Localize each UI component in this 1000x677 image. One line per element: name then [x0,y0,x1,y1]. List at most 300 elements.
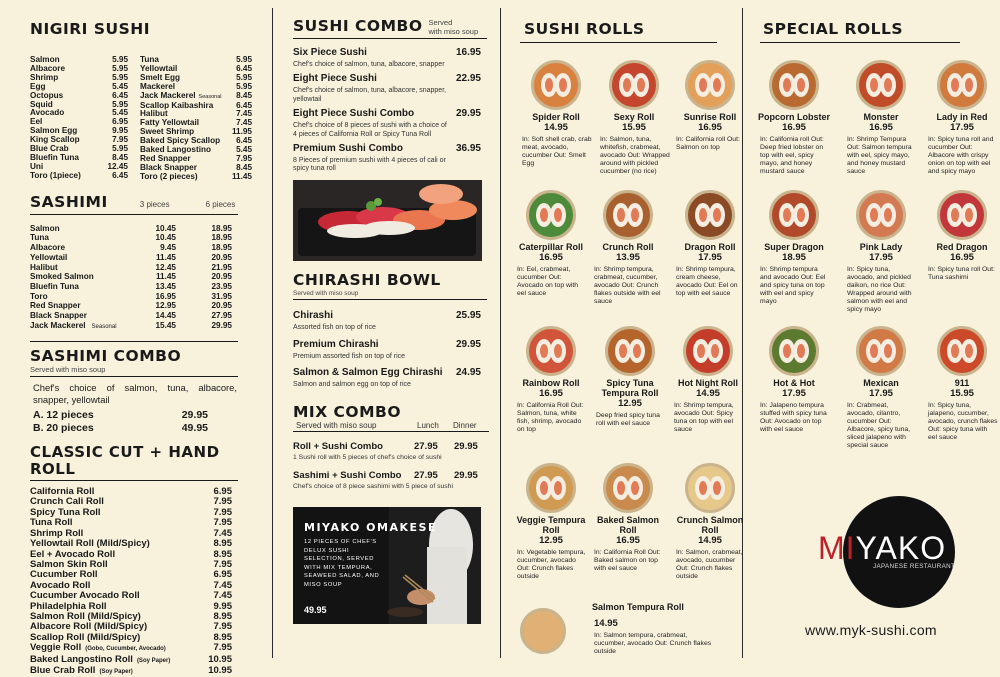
combo-item-price: 22.95 [455,73,481,85]
sashimi-item [30,233,232,243]
nigiri-item-price: 8.45 [112,153,128,163]
roll-rainbow [515,326,587,434]
mix-header [293,421,485,430]
chirashi-item-price: 29.95 [455,338,481,350]
roll-image [685,190,735,240]
roll-desc: In: California Roll Out: Salmon, tuna, white fish, shrimp, avocado on top [517,402,584,433]
roll-sexy [598,60,670,176]
sashimi-price-3: 13.45 [155,282,176,291]
nigiri-item-price: 7.95 [112,135,128,145]
nigiri-item-name: Toro (1piece) [30,170,81,180]
nigiri-item-price: 5.95 [112,144,128,154]
sashimi-item-name: Albacore [30,243,66,253]
chirashi-list [293,310,485,389]
sashimi-combo-desc: Chef's choice of salmon, tuna, albacore, snapper, yellowtail [33,382,237,406]
combo-list [293,47,485,174]
mix-item-name: Roll + Sushi Combo [293,440,383,452]
rolls-title-text: SUSHI ROLLS [524,20,645,38]
sashimi-name-wrap [30,263,126,273]
combo-sub [429,18,479,36]
roll-n911 [926,326,998,442]
classic-item-price: 7.95 [213,506,232,518]
mix-item-lunch: 27.95 [414,470,438,482]
roll-image [603,463,653,513]
roll-desc: In: Shrimp tempura, avocado Out: Spicy tuna on top with eel sauce [674,402,734,433]
nigiri-item-name: Scallop Kaibashira [140,100,214,110]
chirashi-sub: Served with miso soup [293,289,359,297]
combo-item-row [293,108,481,120]
roll-price: 16.95 [539,388,563,399]
roll-desc: In: Shrimp Tempura Out: Salmon tempura with eel, spicy mayo, and honey mustard sauce [847,136,912,175]
nigiri-item-price: 11.95 [231,127,252,137]
roll-baked [592,463,664,573]
sashimi-price-3: 12.95 [155,301,176,311]
roll-desc: In: California Roll Out: Baked salmon on top with eel sauce [594,549,661,572]
sashimi-item-name: Tuna [30,233,49,243]
combo-item-desc: 8 Pieces of premium sushi with 4 pieces of cali or spicy tuna roll [293,157,446,173]
nigiri-item-price: 6.45 [112,90,128,100]
rolls-underline [520,42,717,43]
roll-name: Baked Salmon Roll [596,515,660,535]
roll-name: 911 [954,378,970,388]
roll-image [685,463,735,513]
sashimi-price-6: 20.95 [211,252,232,262]
mix-item-row [293,441,485,453]
classic-item-price: 7.95 [213,621,232,633]
roll-name: Salmon Tempura Roll [592,602,684,612]
combo-item [293,73,485,104]
nigiri-item [30,172,128,181]
sashimi-price-3: 11.45 [155,252,176,262]
sashimi-col3: 3 pieces [139,199,170,209]
roll-monster [845,60,917,176]
classic-item-name: Baked Langostino Roll [30,653,133,665]
nigiri-item-name: Black Snapper [140,162,197,172]
sashimi-item [30,263,232,273]
sashimi-price-6: 29.95 [211,320,232,330]
classic-item-price: 7.45 [213,579,232,591]
roll-price: 14.95 [594,618,618,629]
sashimi-price-6: 21.95 [211,262,232,272]
sashimi-name-wrap [30,272,126,282]
sashimi-price-6: 18.95 [211,233,232,243]
classic-item-name: Cucumber Avocado Roll [30,590,140,602]
nigiri-item-price: 7.45 [236,118,252,128]
classic-item-note: (Soy Paper) [99,668,133,675]
sashimi-item [30,243,232,253]
sashimi-title: SASHIMI [30,192,108,211]
sashimi-item-name: Black Snapper [30,311,87,321]
combo-sub-1: Served [428,18,453,27]
sashimi-item-name: Smoked Salmon [30,272,94,282]
sashimi-item-name: Toro [30,291,48,301]
nigiri-item-name: Mackerel [140,81,176,91]
mix-item-name: Sashimi + Sushi Combo [293,470,402,482]
classic-item-name: Avocado Roll [30,579,91,591]
roll-image [609,60,659,110]
sashimi-item [30,253,232,263]
roll-image [769,60,819,110]
roll-desc: In: Jalapeno tempura stuffed with spicy tuna Out: Avocado on top with eel sauce [760,402,827,433]
omakese-panel [293,507,481,624]
roll-desc: In: Spicy tuna, jalapeno, cucumber, avocado, crunch flakes Out: spicy tuna with eel sauce [928,402,998,441]
roll-hothot [758,326,830,434]
roll-name: Pink Lady [859,242,903,252]
roll-name: Caterpillar Roll [518,242,583,252]
classic-item-price: 6.95 [213,486,232,498]
nigiri-left-col [30,56,128,182]
roll-desc: In: Shrimp tempura, crabmeat, cucumber, avocado Out: Crunch flakes outside with eel sauce [594,266,661,305]
special-title [760,21,960,43]
nigiri-item-name: Squid [30,99,53,109]
sashimi-name-wrap [30,233,126,243]
roll-image [531,60,581,110]
roll-image [856,326,906,376]
sashimi-combo-b [30,422,208,435]
sashimi-combo-rule [30,341,238,342]
roll-image [683,326,733,376]
combo-item-desc: Chef's choice of salmon, tuna, albacore, snapper [293,61,445,68]
sashimi-name-wrap [30,321,126,333]
roll-name: Crunch Salmon Roll [676,515,744,535]
mix-item-dinner: 29.95 [454,440,478,452]
classic-item-price: 7.45 [213,527,232,539]
chirashi-item-desc: Salmon and salmon egg on top of rice [293,381,411,389]
nigiri-item-price: 5.95 [112,55,128,65]
sashimi-name-wrap [30,253,126,263]
nigiri-item-price: 9.95 [112,126,128,136]
sashimi-name-wrap [30,282,126,292]
roll-reddragon [926,190,998,282]
roll-desc: In: Crabmeat, avocado, cilantro, cucumber Out: Albacore, spicy tuna, sliced jalapeno with special sauce [847,402,911,449]
roll-image [605,326,655,376]
combo-a-price: 29.95 [181,409,208,422]
classic-item-price: 10.95 [208,653,232,665]
nigiri-item-price: 5.95 [236,72,252,82]
roll-name: Red Dragon [936,242,988,252]
roll-image [856,60,906,110]
nigiri-item-name: Egg [30,81,46,91]
mix-sub: Served with miso soup [296,420,377,430]
roll-image [937,326,987,376]
mix-item-desc: Chef's choice of 8 piece sashimi with 5 piece of sushi [293,483,453,491]
classic-item-name: Albacore Roll (Mild/Spicy) [30,621,148,633]
sushi-photo [293,180,482,261]
sashimi-item [30,301,232,311]
classic-item-price: 8.95 [213,610,232,622]
roll-image [937,60,987,110]
mix-dinner: Dinner [453,420,477,430]
special-underline [760,42,960,43]
sashimi-item [30,311,232,321]
roll-pinklady [845,190,917,313]
nigiri-item-name: Fatty Yellowtail [140,118,199,128]
classic-item-name: Salmon Skin Roll [30,558,108,570]
roll-desc: In: Salmon, crabmeat, avocado, cucumber Out: Crunch flakes outside [676,549,743,580]
nigiri-item-price: 6.45 [236,63,252,73]
sashimi-item-name: Red Snapper [30,301,81,311]
seasonal-note: Seasonal [91,323,117,330]
combo-header [293,18,485,36]
nigiri-item-name: Tuna [140,55,159,65]
roll-veggie [515,463,587,581]
roll-name: Veggie Tempura Roll [516,515,586,535]
mix-item-row [293,470,485,482]
mix-item-lunch: 27.95 [414,440,438,452]
classic-item-price: 8.95 [213,548,232,560]
sashimi-col6: 6 pieces [205,199,236,209]
roll-price: 16.95 [869,122,893,133]
nigiri-item-name: Jack Mackerel [140,90,196,100]
roll-hotnight [672,326,744,434]
roll-price: 16.95 [782,122,806,133]
combo-item [293,143,485,174]
roll-image [520,608,566,654]
sashimi-underline [30,214,238,215]
roll-image [937,190,987,240]
chirashi-item-price: 25.95 [455,310,481,322]
nigiri-item-price: 5.45 [112,81,128,91]
sashimi-header [30,194,252,211]
sashimi-price-6: 23.95 [211,282,232,291]
nigiri-item-name: King Scallop [30,135,80,145]
logo-ya: YA [855,530,898,566]
roll-price: 15.95 [950,388,974,399]
chirashi-item-row [293,310,481,322]
sashimi-price-3: 10.45 [155,233,176,243]
chirashi-item-desc: Premium assorted fish on top of rice [293,352,406,360]
roll-desc: In: Salmon tempura, crabmeat, cucumber, avocado Out: Crunch flakes outside [594,632,712,655]
roll-name: Spicy Tuna Tempura Roll [601,378,659,398]
classic-item [30,666,232,677]
classic-underline [30,480,238,481]
roll-superdragon [758,190,830,306]
nigiri-item-name: Baked Spicy Scallop [140,136,221,146]
nigiri-item-price: 5.45 [112,108,128,118]
roll-desc: In: Spicy tuna roll Out: Tuna sashimi [928,266,995,281]
sashimi-combo-title: SASHIMI COMBO [30,346,182,365]
combo-item-price: 36.95 [455,143,481,155]
chirashi-item-desc: Assorted fish on top of rice [293,324,376,332]
roll-sunrise [674,60,746,152]
roll-image [685,60,735,110]
sashimi-item-name: Bluefin Tuna [30,282,79,291]
nigiri-item-name: Avocado [30,108,65,118]
roll-name: Spider Roll [532,112,580,122]
chirashi-item-name: Premium Chirashi [293,338,379,350]
logo-ko: KO [897,530,947,566]
roll-dragon [674,190,746,298]
roll-image [526,190,576,240]
combo-item-row [293,47,481,59]
roll-price: 12.95 [539,535,563,546]
roll-desc: In: California roll Out: Deep fried lobster on top with eel, spicy mayo, and honey mustard sauce [760,136,824,175]
roll-name: Sunrise Roll [683,112,737,122]
sashimi-price-6: 18.95 [211,243,232,253]
sashimi-combo-sub: Served with miso soup [30,364,106,374]
combo-item-price: 29.95 [455,108,481,120]
sashimi-item [30,272,232,282]
logo-subtitle: JAPANESE RESTAURANT [873,563,956,570]
sashimi-price-3: 16.95 [155,291,176,301]
nigiri-item-price: 12.45 [107,161,128,171]
roll-name: Crunch Roll [602,242,654,252]
combo-item-name: Eight Piece Sushi [293,73,377,85]
roll-name: Hot & Hot [773,378,815,388]
roll-image [769,326,819,376]
classic-item-name: Veggie Roll [30,642,82,654]
roll-image [526,463,576,513]
sashimi-price-3: 14.45 [155,311,176,321]
roll-popcorn [758,60,830,176]
nigiri-item-price: 8.45 [236,90,252,100]
sashimi-item [30,292,232,302]
roll-desc: In: Shrimp tempura, cream cheese, avocado Out: Eel on top with eel sauce [676,266,738,297]
column-1 [30,0,252,676]
classic-name-wrap [30,666,133,677]
logo-mi: MI [818,530,856,566]
roll-price: 18.95 [782,252,806,263]
mix-item [293,470,485,491]
classic-item-price: 6.95 [213,569,232,581]
sashimi-price-6: 31.95 [211,291,232,301]
roll-desc: In: Soft shell crab, crab meat, avocado, cucumber Out: Smelt Egg [522,136,592,167]
nigiri-item-name: Bluefin Tuna [30,153,79,163]
sashimi-price-6: 18.95 [211,223,232,233]
classic-list [30,487,232,677]
chirashi-title: CHIRASHI BOWL [293,270,441,289]
roll-price: 16.95 [698,122,722,133]
mix-list [293,441,485,492]
nigiri-item-price: 6.95 [112,117,128,127]
nigiri-item-name: Albacore [30,63,66,73]
sashimi-name-wrap [30,243,126,253]
sashimi-price-6: 20.95 [211,301,232,311]
nigiri-item-name: Yellowtail [140,63,178,73]
mix-underline [293,431,489,432]
classic-item-name: Spicy Tuna Roll [30,506,101,518]
roll-mexican [845,326,917,449]
sashimi-combo-underline [30,376,238,377]
nigiri-item-price: 6.45 [236,136,252,146]
combo-underline [293,38,487,39]
roll-price: 17.95 [869,388,893,399]
nigiri-item-name: Blue Crab [30,144,69,154]
chirashi-item [293,310,485,332]
nigiri-item-price: 5.45 [236,145,252,155]
roll-desc: In: Shrimp tempura and avocado Out: Eel and spicy tuna on top with eel and spicy mayo [760,266,826,305]
combo-item-desc: Chef's choice of salmon, tuna, albacore, snapper, yellowtail [293,87,447,103]
special-title-text: SPECIAL ROLLS [763,20,904,38]
combo-item-row [293,143,481,155]
combo-item-name: Six Piece Sushi [293,47,367,58]
combo-title: SUSHI COMBO [293,17,423,35]
chirashi-item-name: Chirashi [293,310,334,322]
divider-2 [500,8,501,658]
roll-price: 16.95 [539,252,563,263]
classic-item-name: Eel + Avocado Roll [30,548,116,560]
nigiri-item-price: 5.95 [236,55,252,65]
nigiri-item-name: Salmon Egg [30,126,78,136]
nigiri-right-col [140,56,252,182]
classic-item-name: Cucumber Roll [30,569,98,581]
classic-item-name: Philadelphia Roll [30,600,107,612]
roll-price: 15.95 [622,122,646,133]
nigiri-item-price: 5.95 [236,81,252,91]
roll-price: 14.95 [698,535,722,546]
nigiri-item-name: Halibut [140,109,168,119]
roll-name: Hot Night Roll [678,378,738,388]
website[interactable]: www.myk-sushi.com [805,622,937,638]
mix-item-desc: 1 Sushi roll with 5 pieces of chef's choice of sushi [293,453,442,461]
roll-image [603,190,653,240]
classic-item-name: Scallop Roll (Mild/Spicy) [30,631,141,643]
roll-desc: In: Eel, crabmeat, cucumber Out: Avocado on top with eel sauce [517,266,579,297]
classic-item-name: Blue Crab Roll [30,664,96,676]
sashimi-item [30,282,232,292]
classic-item-note: (Gobo, Cucumber, Avocado) [85,646,166,653]
sashimi-price-3: 15.45 [155,320,176,330]
sashimi-name-wrap [30,292,126,302]
roll-price: 17.95 [869,252,893,263]
combo-item-name: Eight Piece Sushi Combo [293,108,415,120]
divider-1 [272,8,273,658]
classic-item-price: 9.95 [213,600,232,612]
roll-price: 17.95 [782,388,806,399]
roll-cater [515,190,587,298]
chirashi-item-price: 24.95 [455,367,481,379]
combo-item-row [293,73,481,85]
roll-price: 16.95 [616,535,640,546]
classic-item-price: 8.95 [213,538,232,550]
nigiri-item-name: Red Snapper [140,154,191,164]
roll-name: Dragon Roll [684,242,736,252]
roll-crunch [592,190,664,306]
combo-b-price: 49.95 [181,421,208,434]
sashimi-price-3: 12.45 [155,262,176,272]
mix-lunch: Lunch [417,420,439,430]
mix-item-dinner: 29.95 [454,470,478,482]
combo-sub-2: with miso soup [428,27,479,36]
classic-item-price: 7.45 [213,590,232,602]
chirashi-item-row [293,367,481,379]
nigiri-item-name: Eel [30,117,43,127]
nigiri-item-price: 5.95 [112,72,128,82]
sashimi-price-3: 9.45 [160,243,176,253]
nigiri-item [140,173,252,182]
chirashi-item [293,339,485,361]
sashimi-name-wrap [30,311,126,321]
nigiri-item-name: Smelt Egg [140,72,181,82]
omakese-price: 49.95 [304,605,327,616]
classic-item-price: 7.95 [213,517,232,529]
classic-item-price: 8.95 [213,631,232,643]
roll-image [526,326,576,376]
sashimi-name-wrap [30,224,126,234]
nigiri-title: NIGIRI SUSHI [30,20,150,38]
nigiri-item-name: Shrimp [30,72,59,82]
sashimi-item-name: Halibut [30,262,58,272]
combo-item [293,47,485,69]
logo [818,530,946,567]
mix-title: MIX COMBO [293,402,402,421]
nigiri-item-name: Octopus [30,90,64,100]
omakese-title: MIYAKO OMAKESE [304,521,437,535]
sashimi-item [30,321,232,333]
chirashi-item [293,367,485,389]
roll-name: Mexican [863,378,899,388]
sashimi-price-3: 10.45 [155,223,176,233]
